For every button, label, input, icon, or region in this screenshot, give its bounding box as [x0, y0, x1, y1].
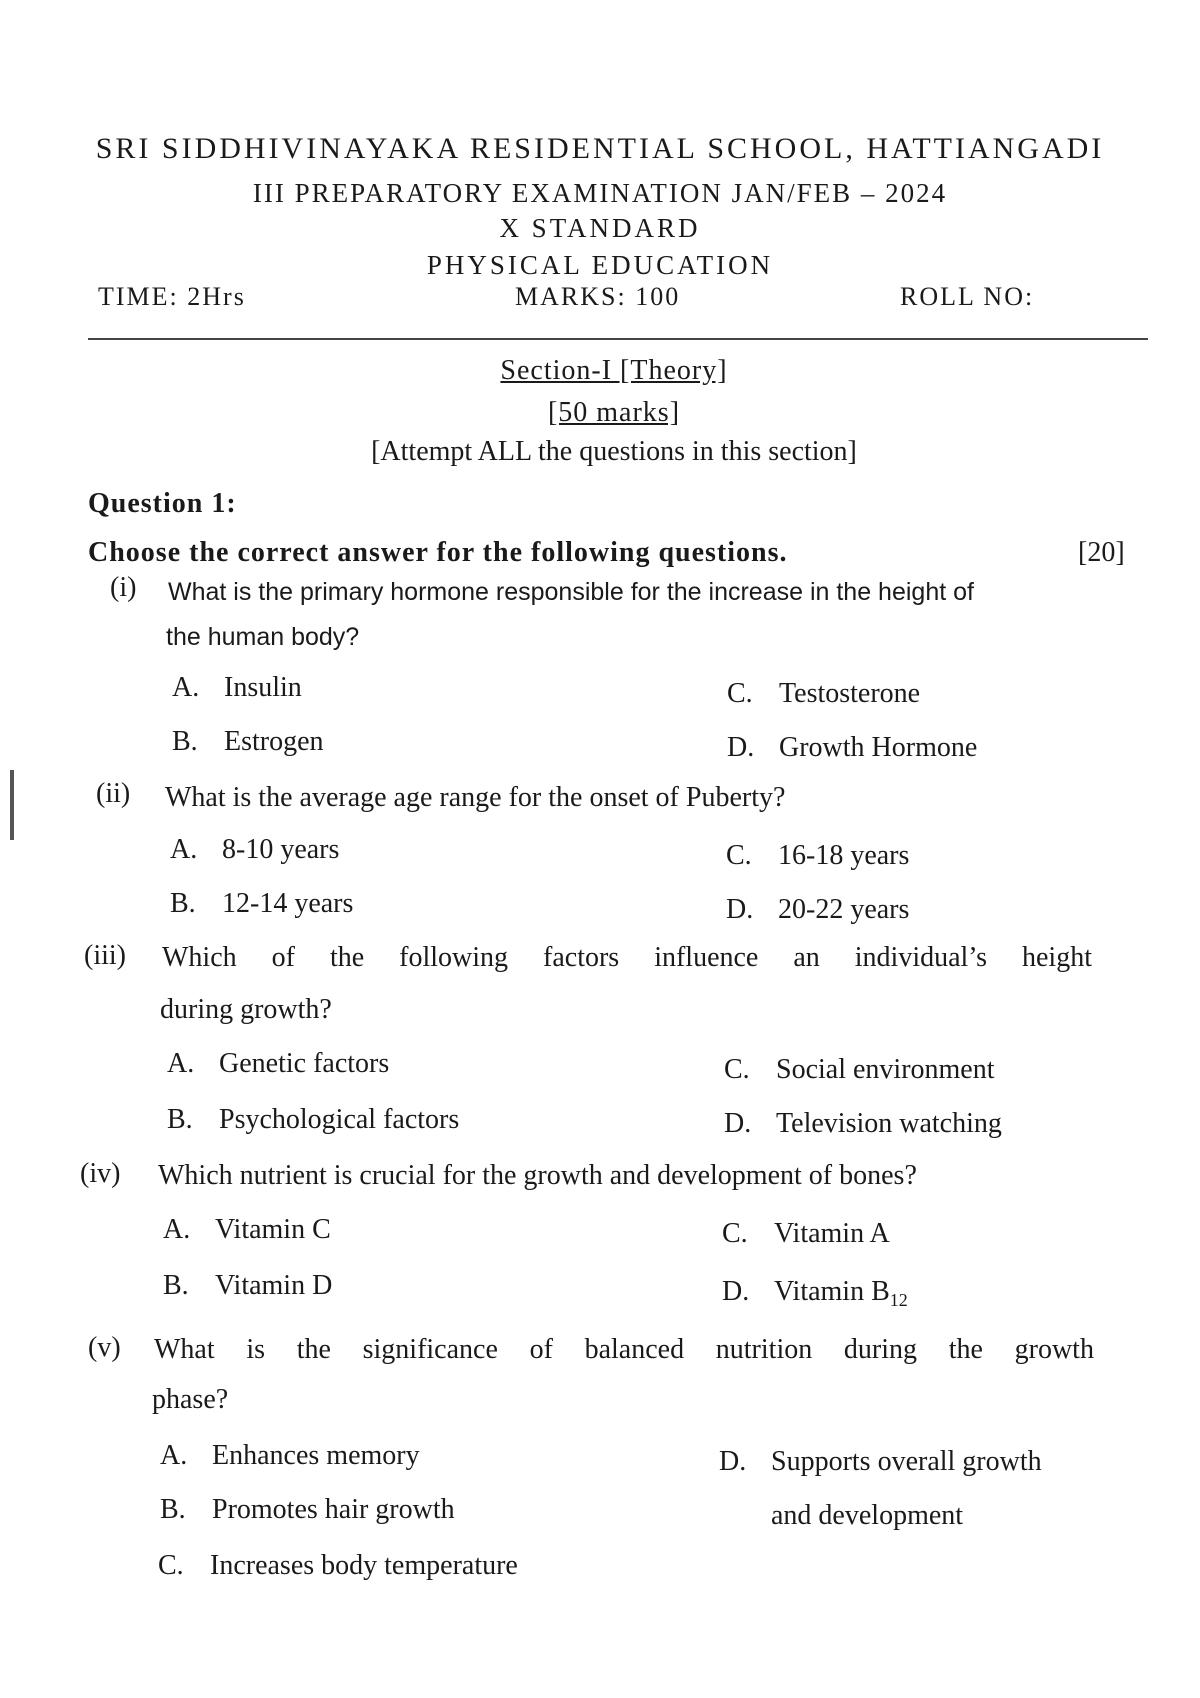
option-i-a [172, 672, 302, 704]
word: What [154, 1334, 215, 1365]
option-letter: C. [722, 1218, 748, 1249]
option-iii-d [724, 1108, 1002, 1140]
word: nutrition [715, 1334, 813, 1365]
option-text: Insulin [224, 672, 302, 703]
word: height [1021, 942, 1092, 973]
option-letter: B. [167, 1104, 193, 1135]
option-iii-b [167, 1104, 459, 1136]
option-text: 20-22 years [778, 894, 910, 925]
question-number-iv: (iv) [80, 1158, 121, 1189]
option-v-d [719, 1446, 1042, 1478]
word: the [329, 942, 365, 973]
option-text: Enhances memory [212, 1440, 420, 1471]
word: during [843, 1334, 918, 1365]
option-letter: B. [172, 726, 198, 757]
word: the [948, 1334, 983, 1365]
word: factors [543, 942, 620, 973]
time-label: TIME: 2Hrs [98, 282, 246, 311]
option-v-a [160, 1440, 420, 1472]
option-letter: A. [170, 834, 198, 865]
option-text: 12-14 years [222, 888, 354, 919]
marks-label: MARKS: 100 [515, 282, 681, 311]
question-number-v: (v) [88, 1332, 121, 1363]
option-iii-a [167, 1048, 389, 1080]
option-i-b [172, 726, 324, 758]
word: Which [162, 942, 237, 973]
roll-number-label: ROLL NO: [900, 282, 1035, 311]
header-divider [88, 338, 1148, 340]
word: growth [1014, 1334, 1094, 1365]
option-i-d [727, 732, 977, 764]
option-text: Vitamin D [215, 1270, 333, 1301]
option-text: Vitamin C [215, 1214, 331, 1245]
option-text: Social environment [776, 1054, 995, 1085]
word: the [296, 1334, 331, 1365]
option-ii-a [170, 834, 339, 866]
option-text: Vitamin A [774, 1218, 890, 1249]
subject: PHYSICAL EDUCATION [426, 250, 774, 280]
question-text-ii: What is the average age range for the onset of Puberty? [165, 782, 786, 813]
option-ii-c [726, 840, 909, 872]
question-text-i: What is the primary hormone responsible for the increase in the height of [168, 578, 974, 606]
option-text: 8-10 years [222, 834, 340, 865]
option-letter: D. [727, 732, 755, 763]
word: individual’s [854, 942, 987, 973]
option-letter: A. [172, 672, 200, 703]
question-text-iii [162, 942, 1092, 974]
question-number-i: (i) [110, 572, 137, 603]
option-subscript: 12 [889, 1290, 908, 1310]
option-text: Testosterone [779, 678, 921, 709]
option-iv-d [722, 1276, 908, 1311]
option-text: Increases body temperature [210, 1550, 518, 1581]
option-letter: C. [726, 840, 752, 871]
word: an [793, 942, 820, 973]
option-v-b [160, 1494, 455, 1526]
question-text-v-line2: phase? [152, 1384, 229, 1415]
word: following [399, 942, 509, 973]
option-text: Vitamin B [774, 1276, 890, 1307]
question-text-v [154, 1334, 1094, 1366]
word: of [271, 942, 295, 973]
option-ii-d [726, 894, 909, 926]
option-text: Estrogen [224, 726, 324, 757]
question-number-ii: (ii) [96, 778, 131, 809]
question-heading: Question 1: [88, 488, 237, 519]
school-name: SRI SIDDHIVINAYAKA RESIDENTIAL SCHOOL, HATTIANGADI [95, 132, 1105, 165]
option-letter: D. [724, 1108, 752, 1139]
option-ii-b [170, 888, 353, 920]
option-letter: B. [170, 888, 196, 919]
option-iii-c [724, 1054, 995, 1086]
option-letter: B. [163, 1270, 189, 1301]
question-number-iii: (iii) [84, 940, 126, 971]
option-text: Genetic factors [219, 1048, 390, 1079]
option-text: 16-18 years [778, 840, 910, 871]
word: is [246, 1334, 266, 1365]
section-title: Section-I [Theory] [500, 355, 728, 386]
word: significance [362, 1334, 498, 1365]
option-letter: D. [722, 1276, 750, 1307]
option-iv-a [163, 1214, 331, 1246]
word: influence [654, 942, 759, 973]
exam-title: III PREPARATORY EXAMINATION JAN/FEB – 2024 [252, 178, 948, 208]
section-instruction: [Attempt ALL the questions in this section] [371, 436, 857, 467]
question-marks: [20] [1078, 537, 1125, 568]
question-text-iii-line2: during growth? [160, 994, 332, 1025]
option-letter: C. [158, 1550, 184, 1581]
option-iv-b [163, 1270, 332, 1302]
question-text-i-line2: the human body? [166, 623, 360, 651]
scan-mark [10, 770, 14, 840]
option-text: Growth Hormone [779, 732, 978, 763]
word: balanced [584, 1334, 685, 1365]
option-iv-c [722, 1218, 890, 1250]
word: of [529, 1334, 553, 1365]
option-letter: A. [167, 1048, 195, 1079]
standard: X STANDARD [499, 213, 701, 243]
option-i-c [727, 678, 920, 710]
option-letter: D. [726, 894, 754, 925]
option-v-d-line2: and development [771, 1500, 964, 1531]
question-instruction: Choose the correct answer for the following questions. [88, 537, 788, 568]
option-v-c [158, 1550, 518, 1582]
question-text-iv: Which nutrient is crucial for the growth and development of bones? [158, 1160, 917, 1191]
option-letter: C. [724, 1054, 750, 1085]
option-letter: C. [727, 678, 753, 709]
option-text: Television watching [776, 1108, 1002, 1139]
option-text: Supports overall growth [771, 1446, 1042, 1477]
option-letter: B. [160, 1494, 186, 1525]
option-letter: A. [160, 1440, 188, 1471]
section-marks: [50 marks] [547, 397, 681, 428]
option-text: Psychological factors [219, 1104, 460, 1135]
option-letter: A. [163, 1214, 191, 1245]
option-letter: D. [719, 1446, 747, 1477]
option-text: Promotes hair growth [212, 1494, 455, 1525]
